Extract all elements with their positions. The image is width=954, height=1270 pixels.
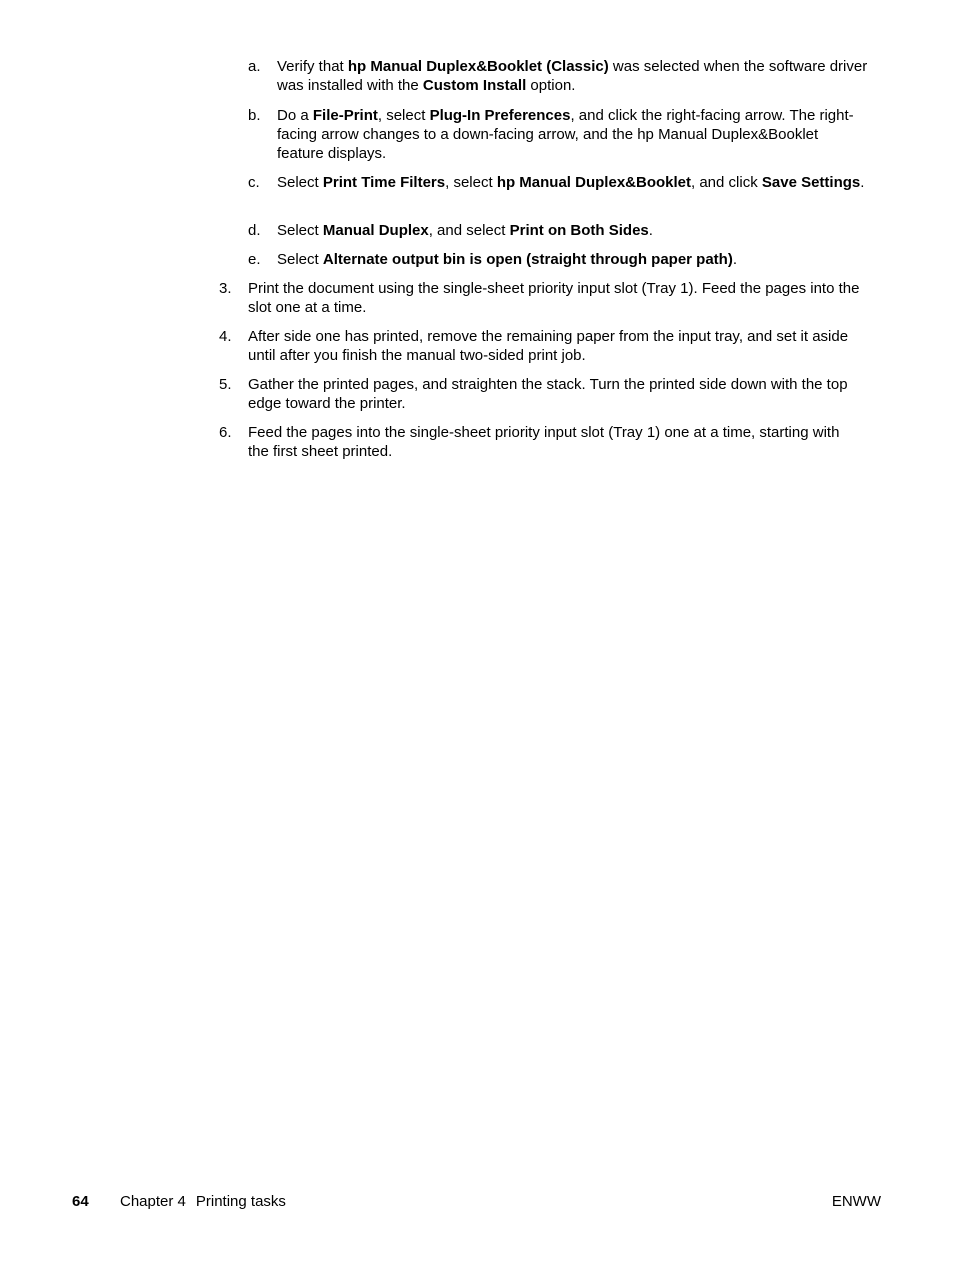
step-marker: 6. (219, 424, 232, 441)
step-marker: e. (248, 251, 261, 268)
page-footer (72, 1192, 881, 1212)
step-3 (219, 279, 879, 317)
step-6 (219, 423, 879, 461)
step-marker: a. (248, 58, 261, 75)
step-marker: d. (248, 222, 261, 239)
step-marker: b. (248, 107, 261, 124)
footer-right-label: ENWW (831, 1193, 881, 1210)
chapter-title: Printing tasks (195, 1193, 286, 1210)
page-number: 64 (72, 1193, 89, 1210)
step-marker: 5. (219, 376, 232, 393)
step-text: Select Alternate output bin is open (straight through paper path). (277, 251, 738, 268)
step-text: Print the document using the single-sheet priority input slot (Tray 1). Feed the pages into the slot one at a time. (248, 280, 860, 316)
step-text: After side one has printed, remove the remaining paper from the input tray, and set it aside until after you finish the manual two-sided print job. (248, 328, 849, 364)
step-d (248, 221, 868, 240)
chapter-label: Chapter 4 (120, 1193, 186, 1210)
step-text: Verify that hp Manual Duplex&Booklet (Classic) was selected when the software driver was installed with the Custom Install option. (277, 58, 868, 94)
step-text: Do a File-Print, select Plug-In Preferences, and click the right-facing arrow. The right-facing arrow changes to a down-facing arrow, and the hp Manual Duplex&Booklet feature displays. (277, 107, 854, 162)
chapter-reference (120, 1192, 286, 1211)
step-5 (219, 375, 879, 413)
step-text: Select Manual Duplex, and select Print on Both Sides. (277, 222, 653, 239)
step-text: Select Print Time Filters, select hp Manual Duplex&Booklet, and click Save Settings. (277, 174, 865, 191)
step-b (248, 106, 868, 163)
step-a (248, 57, 868, 95)
step-text: Feed the pages into the single-sheet priority input slot (Tray 1) one at a time, starting with the first sheet printed. (248, 424, 840, 460)
step-c (248, 173, 868, 192)
step-marker: 4. (219, 328, 232, 345)
step-marker: c. (248, 174, 260, 191)
step-marker: 3. (219, 280, 232, 297)
step-e (248, 250, 868, 269)
step-4 (219, 327, 879, 365)
step-text: Gather the printed pages, and straighten the stack. Turn the printed side down with the top edge toward the printer. (248, 376, 848, 412)
